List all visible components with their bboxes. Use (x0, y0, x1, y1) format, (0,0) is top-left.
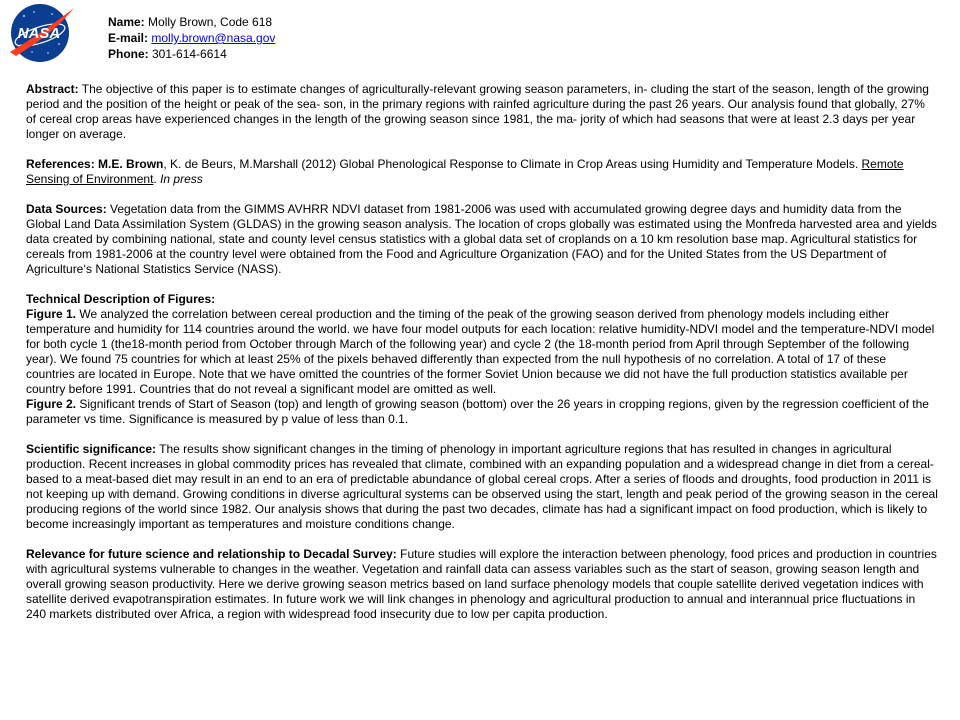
figure1-text: We analyzed the correlation between cereal production and the timing of the peak of the growing season derived from phenology models including either temperature and humidity for 114 countries around the world. we have four model outputs for each location: relative humidity-NDVI model and the temperature-NDVI model for both cycle 1 (the18-month period from October through March of the following year) and cycle 2 (the 18-month period from April through September of the following year). We found 75 countries for which at least 25% of the pixels behaved differently than expected from the null hypothesis of no correlation. A total of 17 of these countries are located in Europe. Note that we have omitted the countries of the former Soviet Union because we did not have the full production statistics available per country before 1991. Countries that do not reveal a significant model are omitted as well. (26, 307, 935, 396)
figure2-text: Significant trends of Start of Season (top) and length of growing season (bottom) over the 26 years in cropping regions, given by the regression coefficient of the parameter vs time. Significance is measured by p value of less than 0.1. (26, 397, 929, 426)
figure2-paragraph (26, 397, 938, 427)
logo-text: NASA (17, 25, 61, 42)
data-sources-paragraph (26, 202, 938, 277)
figure1-paragraph (26, 307, 938, 397)
references-text: , K. de Beurs, M.Marshall (2012) Global Phenological Response to Climate in Crop Areas using Humidity and Temperature Models. (163, 157, 862, 171)
significance-paragraph (26, 442, 938, 532)
email-link[interactable]: molly.brown@nasa.gov (151, 31, 276, 45)
name-value: Molly Brown, Code 618 (144, 15, 273, 29)
relevance-text: Future studies will explore the interaction between phenology, food prices and production in countries with agricultural systems vulnerable to changes in the weather. Vegetation and rainfall data can assess variables such as the start of season, growing season length and overall growing season productivity. Here we derive growing season metrics based on land surface phenology models that couple satellite derived vegetation indices with satellite derived evapotranspiration estimates. In future work we will link changes in phenology and agricultural production to annual and interannual price fluctuations in 240 markets distributed over Africa, a region with widespread food insecurity due to low per capita production. (26, 547, 937, 621)
contact-email (108, 30, 275, 46)
nasa-logo (4, 0, 76, 66)
name-label: Name: (108, 15, 145, 29)
references-journal: Remote Sensing of Environment (26, 157, 904, 186)
contact-phone (108, 46, 275, 62)
abstract-paragraph (26, 82, 938, 142)
figure2-label: Figure 2. (26, 397, 77, 411)
figure1-label: Figure 1. (26, 307, 77, 321)
relevance-label: Relevance for future science and relationship to Decadal Survey: (26, 547, 397, 561)
data-sources-label: Data Sources: (26, 202, 107, 216)
references-status: In press (160, 172, 203, 186)
technical-label: Technical Description of Figures: (26, 292, 216, 306)
phone-value: 301-614-6614 (148, 47, 227, 61)
data-sources-text: Vegetation data from the GIMMS AVHRR NDVI dataset from 1981-2006 was used with accumulated growing degree days and humidity data from the Global Land Data Assimilation System (GLDAS) in the growing season analysis. The location of crops globally was estimated using the Monfreda harvested area and yields data created by combining national, state and county level census statistics with a global data set of croplands on a 10 km resolution base map. Agricultural statistics for cereals from 1981-2006 at the country level were obtained from the Food and Agriculture Organization (FAO) and for the United States from the US Department of Agriculture‘s National Statistics Service (NASS). (26, 202, 937, 276)
email-label: E-mail: (108, 31, 149, 45)
abstract-text: The objective of this paper is to estimate changes of agriculturally-relevant growing season parameters, in- cluding the start of the season, length of the growing period and the position of the height or peak of the sea- son, in the primary regions with rainfed agriculture during the past 26 years. Our analysis found that globally, 27% of cereal crop areas have experienced changes in the length of the growing season since 1981, the ma- jority of which had seasons that were at least 2.3 days per year longer on average. (26, 82, 929, 141)
document-body (26, 82, 938, 622)
phone-label: Phone: (108, 47, 149, 61)
references-label: References: (26, 157, 95, 171)
contact-info (108, 14, 275, 62)
relevance-paragraph (26, 547, 938, 622)
technical-heading (26, 292, 938, 307)
significance-label: Scientific significance: (26, 442, 157, 456)
contact-name (108, 14, 275, 30)
references-paragraph (26, 157, 938, 187)
significance-text: The results show significant changes in the timing of phenology in important agriculture regions that has resulted in changes in agricultural production. Recent increases in global commodity prices has revealed that climate, combined with an expanding population and a widespread change in diet from a cereal-based to a meat-based diet may result in an end to an era of predictable abundance of global cereal crops. After a series of floods and droughts, food production in 2011 is not keeping up with demand. Growing conditions in diverse agricultural systems can be observed using the start, length and peak period of the growing season in the cereal producing regions of the world since 1982. Our analysis shows that during the past two decades, climate has had a significant impact on food production, which is likely to become increasingly important as temperatures and moisture conditions change. (26, 442, 938, 531)
references-author: M.E. Brown (94, 157, 164, 171)
references-separator: . (153, 172, 161, 186)
abstract-label: Abstract: (26, 82, 79, 96)
